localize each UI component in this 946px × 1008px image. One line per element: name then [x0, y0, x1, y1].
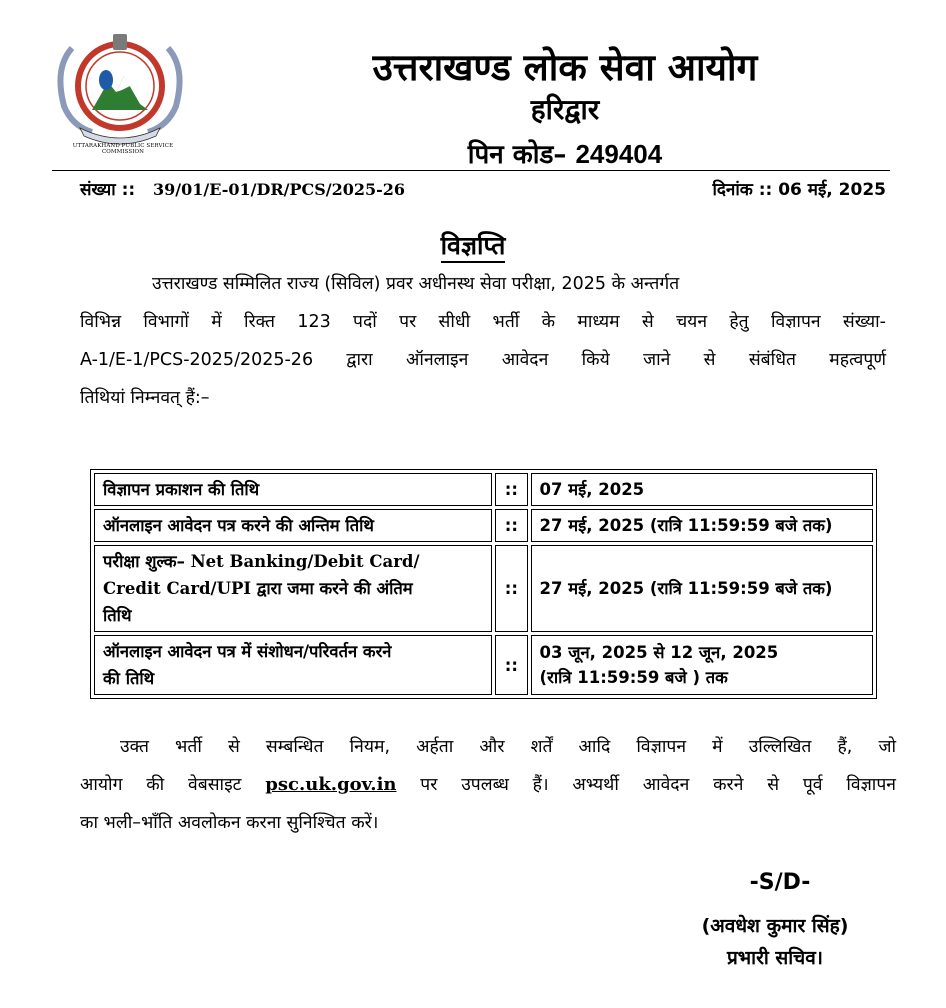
- table-row: [94, 545, 873, 632]
- closing-paragraph: [80, 728, 896, 842]
- pin-code: 249404: [575, 139, 663, 169]
- table-row: [94, 635, 873, 695]
- closing-line: उक्त भर्ती से सम्बन्धित नियम, अर्हता और शर्तें आदि विज्ञापन में उल्लिखित हैं, जो: [120, 737, 896, 757]
- commission-city: हरिद्वार: [530, 93, 600, 126]
- row-separator: ::: [495, 635, 527, 695]
- row-value: 27 मई, 2025 (रात्रि 11:59:59 बजे तक): [531, 545, 873, 632]
- row-label: विज्ञापन प्रकाशन की तिथि: [94, 473, 492, 506]
- row-separator: ::: [495, 545, 527, 632]
- header-rule: [52, 170, 890, 171]
- intro-paragraph: [80, 265, 886, 417]
- intro-line: A-1/E-1/PCS-2025/2025-26 द्वारा ऑनलाइन आवेदन किये जाने से संबंधित महत्वपूर्ण: [80, 350, 886, 370]
- dates-table: [90, 469, 877, 699]
- table-row: [94, 509, 873, 542]
- table-row: [94, 473, 873, 506]
- signatory-name: (अवधेश कुमार सिंह): [701, 915, 849, 937]
- closing-line: आयोग की वेबसाइट psc.uk.gov.in पर उपलब्ध हैं। अभ्यर्थी आवेदन करने से पूर्व विज्ञापन: [80, 774, 896, 795]
- row-value: 03 जून, 2025 से 12 जून, 2025 (रात्रि 11:59:59 बजे ) तक: [531, 635, 873, 695]
- intro-line: तिथियां निम्नवत् हैं:–: [80, 388, 210, 408]
- logo-caption: UTTARAKHAND PUBLIC SERVICE COMMISSION: [72, 143, 174, 155]
- row-separator: ::: [495, 473, 527, 506]
- signatory-designation: प्रभारी सचिव।: [727, 947, 823, 969]
- row-label: ऑनलाइन आवेदन पत्र करने की अन्तिम तिथि: [94, 509, 492, 542]
- website-link[interactable]: psc.uk.gov.in: [265, 774, 397, 795]
- row-separator: ::: [495, 509, 527, 542]
- row-label: ऑनलाइन आवेदन पत्र में संशोधन/परिवर्तन करने की तिथि: [94, 635, 492, 695]
- reference-number: संख्या :: 39/01/E-01/DR/PCS/2025-26: [80, 180, 406, 200]
- row-value: 07 मई, 2025: [531, 473, 873, 506]
- row-label: परीक्षा शुल्क– Net Banking/Debit Card/ Credit Card/UPI द्वारा जमा करने की अंतिम तिथि: [94, 545, 492, 632]
- notice-heading: विज्ञप्ति: [0, 228, 946, 262]
- reference-date: दिनांक :: 06 मई, 2025: [712, 180, 886, 200]
- closing-line: का भली–भाँति अवलोकन करना सुनिश्चित करें।: [80, 813, 379, 833]
- signed-marker: -S/D-: [749, 870, 811, 895]
- intro-line: उत्तराखण्ड सम्मिलित राज्य (सिविल) प्रवर अधीनस्थ सेवा परीक्षा, 2025 के अन्तर्गत: [152, 274, 680, 294]
- pin-code-line: [380, 135, 750, 171]
- row-value: 27 मई, 2025 (रात्रि 11:59:59 बजे तक): [531, 509, 873, 542]
- pin-label: पिन कोड–: [467, 140, 567, 170]
- commission-title: उत्तराखण्ड लोक सेवा आयोग: [372, 46, 758, 89]
- intro-line: विभिन्न विभागों में रिक्त 123 पदों पर सीधी भर्ती के माध्यम से चयन हेतु विज्ञापन संख्या-: [80, 312, 886, 332]
- commission-logo: [50, 28, 190, 153]
